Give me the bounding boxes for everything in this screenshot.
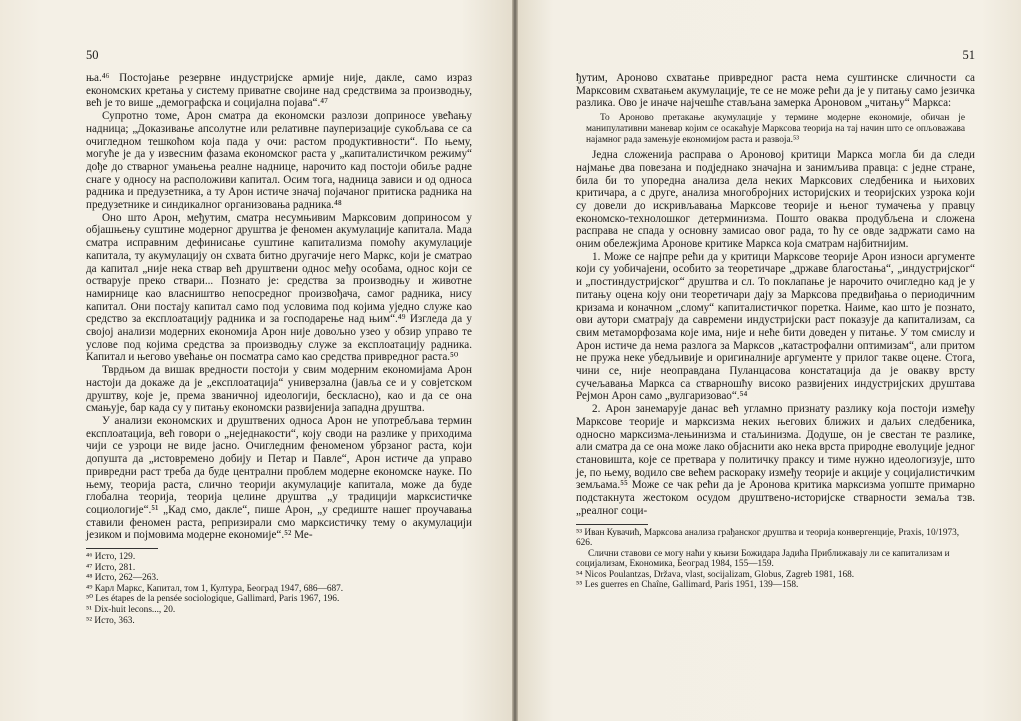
footnote: ⁴⁶ Исто, 129.: [86, 552, 136, 563]
paragraph: Једна сложенија расправа о Ароновој критици Маркса могла би да следи најмање два повезана и подједнако значајна и занимљива правца: с једне стране, била би то упоредна анализа дела неких Марксових следбеника и њихових критичара, а с друге, анализа многобројних историјских и теоријских узрока који су довели до искривљавања Марксове теорије и њеног тумачења у правцу економско-технолошког детерминизма. Пошто оваква продубљена и сложена расправа не спада у основну замисао овог рада, то ћу се овде задржати само на оним обележјима Аронове критике Маркса која сматрам најбитнијим.: [576, 149, 975, 251]
paragraph: Супротно томе, Арон сматра да економски разлози доприносе увећању надница; „Доказивање апсолутне или релативне пауперизације сукобљава се са очигледном тешкоћом која пада у очи: растом продуктивности“. По њему, могуће је да у извесним фазама економског раста у „капиталистичком режиму“ дође до стварног умањења реалне наднице, нарочито кад постоји обиље радне снаге у односу на расположиви капитал. Осим тога, надница зависи и од односа радника и предузетника, а ту Арон истиче значај појачаног притиска радника на предузетнике и синдикалног организовања радника.⁴⁸: [86, 110, 472, 212]
footnote: ⁴⁷ Исто, 281.: [86, 562, 136, 573]
footnote: ⁵⁵ Les guerres en Chaîne, Gallimard, Paris 1951, 139—158.: [576, 580, 799, 591]
footnote: Слични ставови се могу наћи у књизи Божидара Јадића Приближавају ли се капитализам и социјализам, Економика, Београд 1984, 155—159.: [576, 548, 950, 570]
footnote: ⁵² Исто, 363.: [86, 615, 135, 626]
footnote: ⁴⁸ Исто, 262—263.: [86, 573, 159, 584]
footnote: ⁵⁴ Nicos Poulantzas, Država, vlast, socijalizam, Globus, Zagreb 1981, 168.: [576, 569, 855, 580]
footnote-divider: [86, 548, 158, 549]
footnote: ⁵³ Иван Кувачић, Марксова анализа грађанског друштва и теорија конвергенције, Praxis, 10/1973, 626.: [576, 527, 960, 549]
paragraph: Тврдњом да вишак вредности постоји у свим модерним економијама Арон настоји да докаже да је „експлоатација“ универзална (јавља се и у совјетском друштву, које је, према званичној идеологији, бескласно), као и да се она смањује, бар када су у питању економски развијенија западна друштва.: [86, 364, 472, 415]
block-quote: [586, 113, 965, 146]
paragraph: ња.⁴⁶ Постојање резервне индустријске армије није, дакле, само израз економских кретања у систему приватне својине над средствима за производњу, већ је то више „демографска и социјална појава“.⁴⁷: [86, 72, 472, 110]
footnote: ⁴⁹ Карл Маркс, Капитал, том 1, Култура, Београд 1947, 686—687.: [86, 583, 344, 594]
quote-text: То Ароново претакање акумулације у термине модерне економије, обичан је манипулативни маневар којим се осакаћује Марксова теорија на тај начин што се опљоважава најамног рада замењује економијом раста и развоја.⁵³: [586, 113, 965, 146]
right-page: [518, 0, 1021, 721]
right-footnotes: [576, 528, 975, 592]
paragraph: 1. Може се најпре рећи да у критици Марксове теорије Арон износи аргументе који су уобичајени, особито за теоретичаре „државе благостања“, „индустријског“ и „постиндустријског“ друштва и сл. То поклапање је нарочито очигледно кад је у питању оцена коју они теоретичари дају за Марксова предвиђања о периодичним кризама и коначном „слому“ капиталистичког поретка. Наиме, као што је познато, ови аутори сматрају да савремени индустријски раст показује да капитализам, са свим метаморфозама које има, није и неће бити доведен у питање. У том смислу и Арон истиче да нема разлога за Марксов „катастрофални оптимизам“, али притом не пружа неке убедљивије и оригиналније аргументе у прилог такве оцене. Стога, чини се, није неоправдана Пуланцасова констатација да је оваквy врсту сучељавања Маркса са стварношћу високо развијених индустријских друштава Рејмон Арон само „вулгаризовао“.⁵⁴: [576, 250, 975, 403]
paragraph: 2. Арон занемарује данас већ угламно признату разлику која постоји између Марксове теорије и марксизма неких његових ближих и даљих следбеника, односно марксизма-лењинизма и стаљинизма. Додуше, он је свестан те разлике, али сматра да се она може лако објаснити ако нека врста природне еволуције једног становишта, које се претвара у политичку праксу и тиме нужно идеологизује, што је, по њему, водило све већем раскораку између теорије и акције у социјалистичким земљама.⁵⁵ Може се чак рећи да је Аронова критика марксизма уопште примарно подстакнута жестоком осудом друштвено-историјске стварности земаља тзв. „реалног соци-: [576, 403, 975, 517]
footnote: ⁵¹ Dix-huit lecons..., 20.: [86, 604, 176, 615]
paragraph: Оно што Арон, међутим, сматра несумњивим Марксовим доприносом у објашњењу суштине модерног друштва је феномен акумулације капитала. Мада сматра исправним дефинисање суштине капитализма помоћу акумулације капитала, ту акумулацију он схвата битно другачије него Маркс, који је сматрао да капитал „није нека ствар већ друштвени однос међу особама, однос који се остварује преко ствари... Познато је: средства за производњу и животне намирнице као власништво непосредног произвођача, самог радника, нису капитал. Они постају капитал само под условима под којима уједно служе као средство за експлоатацију радника и за господарење над њим“.⁴⁹ Изгледа да у својој анализи модерних економија Арон није довољно узео у обзир управо те услове под којима средства за производњу служе за експлоатацију радника. Капитал и његово увећање он посматра само као средства привредног раста.⁵⁰: [86, 211, 472, 364]
footnote: ⁵⁰ Les étapes de la pensée sociologique, Gallimard, Paris 1967, 196.: [86, 594, 340, 605]
paragraph: У анализи економских и друштвених односа Арон не употребљава термин експлоатација, већ говори о „неједнакости“, коју своди на разлике у приходима чији се узроци не виде јасно. Очигледним феноменом убрзаног раста, који допушта да „истовремено добију и Петар и Павле“, Арон истиче да управо привредни раст треба да буде централни проблем модерне економске науке. По њему, теорија раста, слично теорији акумулације капитала, може да буде глобална теорија, теорија целине друштва „у традицији марксистичке социологије“.⁵¹ „Кад смо, дакле“, пише Арон, „у средиште нашег проучавања ставили феномен раста, репризирали смо марксистичку тему о акумулацији језиком и појмовима модерне економије“.⁵² Ме-: [86, 414, 472, 542]
left-body-text: [86, 72, 472, 542]
paragraph: ђутим, Ароново схватање привредног раста нема суштинске сличности са Марксовим схватањем акумулације, те се не може рећи да је у питању само језичка разлика. Ово је иначе најчешће стављана замерка Ароновом „читању“ Маркса:: [576, 72, 975, 110]
page-number-right: 51: [962, 48, 975, 62]
footnote-divider: [576, 524, 648, 525]
right-body-text: [576, 72, 975, 518]
page-number-left: 50: [86, 48, 99, 62]
left-footnotes: [86, 552, 472, 626]
